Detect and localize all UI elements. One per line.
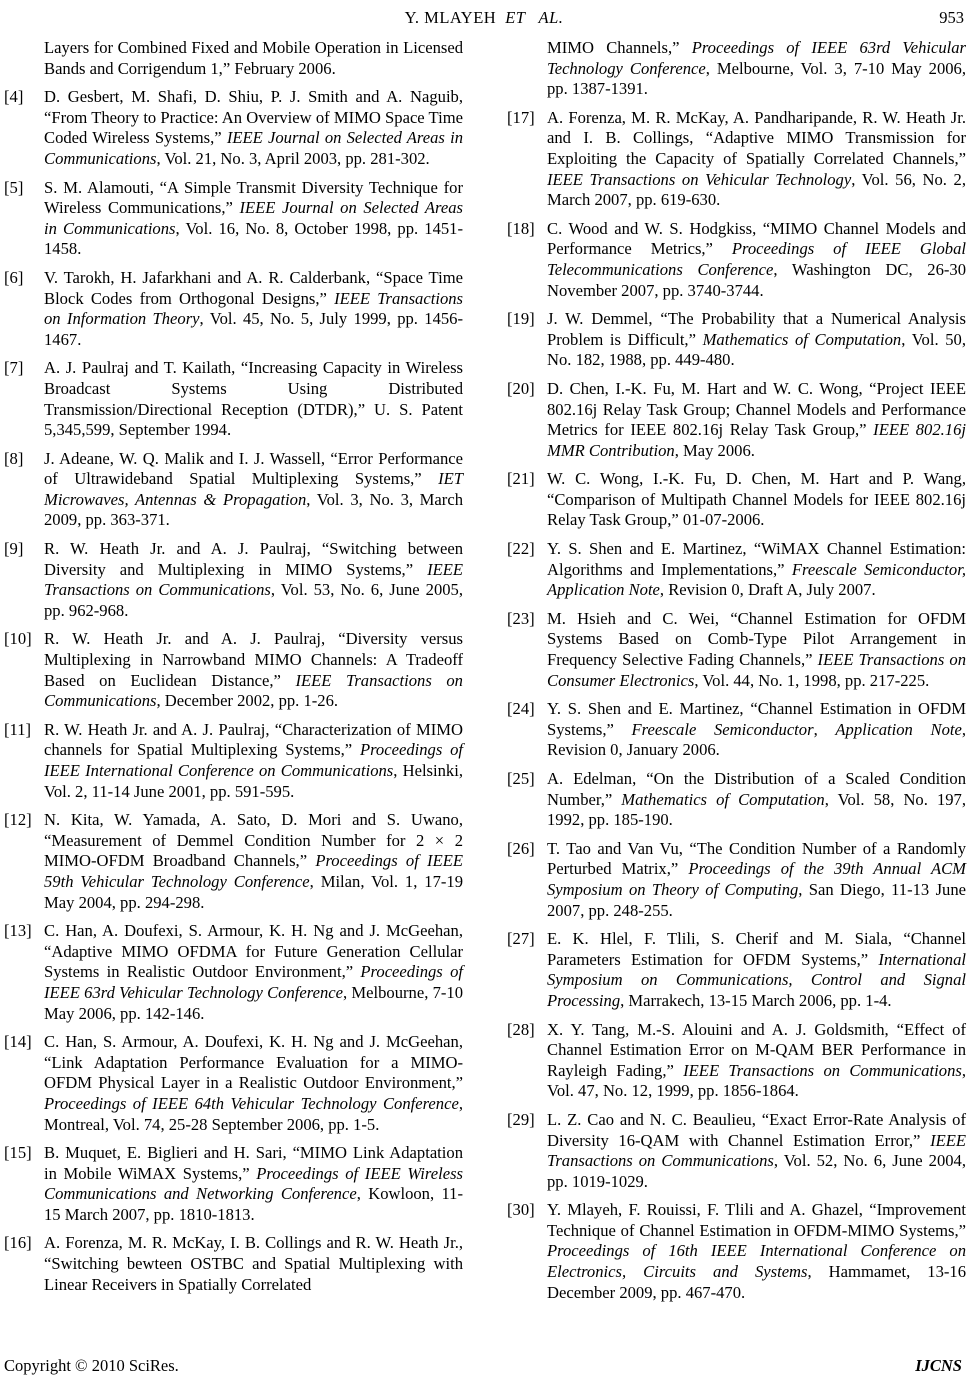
reference-plain-text: , December 2002, pp. 1-26. bbox=[156, 691, 339, 711]
reference-item bbox=[4, 921, 463, 1024]
reference-item bbox=[507, 219, 966, 301]
reference-plain-text: Layers for Combined Fixed and Mobile Operation in Licensed Bands and Corrigendum 1,” February 2006. bbox=[44, 38, 463, 78]
reference-number: [21] bbox=[507, 469, 535, 489]
reference-text bbox=[44, 87, 463, 168]
reference-item bbox=[507, 1110, 966, 1192]
reference-plain-text: E. K. Hlel, F. Tlili, S. Cherif and M. Siala, “Channel Parameters Estimation for OFDM Systems,” bbox=[547, 929, 966, 969]
page-header bbox=[4, 8, 964, 30]
reference-plain-text: , Vol. 21, No. 3, April 2003, pp. 281-302. bbox=[156, 148, 430, 168]
reference-plain-text: C. Han, S. Armour, A. Doufexi, K. H. Ng and J. McGeehan, “Link Adaptation Performance Evaluation for a MIMO-OFDM Physical Layer in a Realistic Outdoor Environment,” bbox=[44, 1032, 463, 1093]
reference-plain-text: , May 2006. bbox=[674, 440, 755, 460]
references-column-right bbox=[507, 38, 966, 1311]
reference-text bbox=[547, 539, 966, 599]
reference-number: [26] bbox=[507, 838, 535, 858]
reference-plain-text: , Vol. 58, No. 197, 1992, pp. 185-190. bbox=[547, 789, 966, 830]
reference-item bbox=[4, 810, 463, 913]
reference-plain-text: , Revision 0, Draft A, July 2007. bbox=[659, 580, 876, 600]
reference-number: [11] bbox=[4, 719, 32, 739]
reference-item bbox=[4, 268, 463, 350]
reference-plain-text: R. W. Heath Jr. and A. J. Paulraj, “Switching between Diversity and Multiplexing in MIMO Systems,” bbox=[44, 539, 463, 579]
reference-number: [17] bbox=[507, 107, 535, 127]
reference-plain-text: Y. S. Shen and E. Martinez, “Channel Estimation in OFDM Systems,” bbox=[547, 699, 966, 739]
reference-continuation bbox=[4, 38, 463, 79]
reference-venue: Application Note bbox=[835, 719, 962, 739]
reference-venue: Proceedings of IEEE Wireless Communications and Networking Conference bbox=[44, 1163, 463, 1204]
reference-text bbox=[44, 921, 463, 1022]
reference-item bbox=[507, 539, 966, 601]
reference-plain-text: , Vol. 52, No. 6, June 2004, pp. 1019-1029. bbox=[547, 1151, 966, 1191]
reference-plain-text: , Melbourne, Vol. 3, 7-10 May 2006, pp. 1387-1391. bbox=[547, 58, 966, 99]
reference-plain-text: , Vol. 3, No. 3, March 2009, pp. 363-371. bbox=[44, 489, 463, 530]
reference-number: [19] bbox=[507, 309, 535, 329]
reference-text bbox=[44, 358, 463, 439]
running-title bbox=[4, 8, 964, 28]
reference-text bbox=[44, 1143, 463, 1224]
reference-number: [7] bbox=[4, 358, 24, 378]
reference-plain-text: , Vol. 45, No. 5, July 1999, pp. 1456-1467. bbox=[44, 309, 463, 349]
reference-text bbox=[547, 108, 966, 209]
running-title-et-al: ET AL. bbox=[505, 8, 564, 27]
reference-item bbox=[4, 358, 463, 440]
reference-number: [12] bbox=[4, 810, 32, 830]
reference-plain-text: , Vol. 44, No. 1, 1998, pp. 217-225. bbox=[694, 670, 930, 690]
reference-item bbox=[507, 1200, 966, 1303]
reference-number: [29] bbox=[507, 1109, 535, 1129]
reference-number: [15] bbox=[4, 1143, 32, 1163]
reference-venue: Mathematics of Computation bbox=[702, 329, 902, 349]
reference-plain-text: A. J. Paulraj and T. Kailath, “Increasing Capacity in Wireless Broadcast Systems Using Distributed Transmission/Directional Reception (DTDR),” U. S. Patent 5,345,599, September 1994. bbox=[44, 358, 463, 440]
reference-plain-text: , Montreal, Vol. 74, 25-28 September 2006, pp. 1-5. bbox=[44, 1093, 463, 1134]
reference-plain-text: , Washington DC, 26-30 November 2007, pp. 3740-3744. bbox=[547, 259, 966, 300]
reference-text bbox=[44, 810, 463, 911]
reference-item bbox=[4, 178, 463, 260]
reference-number: [25] bbox=[507, 769, 535, 788]
reference-text bbox=[547, 1110, 966, 1191]
reference-plain-text: X. Y. Tang, M.-S. Alouini and A. J. Goldsmith, “Effect of Channel Estimation Error on M-QAM BER Performance in Rayleigh Fading,” bbox=[547, 1019, 966, 1080]
reference-number: [22] bbox=[507, 539, 535, 559]
reference-venue: IEEE Transactions on Information Theory bbox=[44, 288, 463, 329]
references-column-left bbox=[4, 38, 463, 1311]
reference-item bbox=[507, 1020, 966, 1102]
reference-number: [8] bbox=[4, 448, 24, 468]
reference-venue: IEEE Journal on Selected Areas in Communications bbox=[44, 128, 463, 168]
reference-venue: IEEE Transactions on Consumer Electronics bbox=[547, 650, 966, 690]
reference-plain-text: A. Forenza, M. R. McKay, I. B. Collings and R. W. Heath Jr., “Switching bewteen OSTBC and Spatial Multiplexing with Linear Receivers in Spatially Correlated bbox=[44, 1233, 463, 1294]
reference-item bbox=[507, 769, 966, 831]
reference-venue: IEEE Journal on Selected Areas in Communications bbox=[44, 198, 463, 238]
reference-number: [9] bbox=[4, 539, 24, 559]
running-title-authors: Y. MLAYEH bbox=[404, 8, 497, 27]
reference-number: [27] bbox=[507, 929, 535, 949]
reference-number: [6] bbox=[4, 267, 24, 287]
reference-text bbox=[547, 219, 966, 300]
reference-plain-text: C. Han, A. Doufexi, S. Armour, K. H. Ng and J. McGeehan, “Adaptive MIMO OFDMA for Future Generation Cellular Systems in Realistic Outdoor Environment,” bbox=[44, 921, 463, 982]
reference-number: [5] bbox=[4, 177, 24, 197]
reference-plain-text: , Kowloon, 11-15 March 2007, pp. 1810-1813. bbox=[44, 1184, 463, 1224]
reference-item bbox=[507, 699, 966, 761]
reference-venue: Freescale Semiconductor bbox=[631, 719, 814, 739]
reference-text bbox=[547, 469, 966, 529]
reference-item bbox=[4, 449, 463, 531]
reference-venue: Proceedings of IEEE International Conference on Communications bbox=[44, 740, 463, 780]
reference-venue: Proceedings of IEEE 59th Vehicular Technology Conference bbox=[44, 851, 463, 891]
reference-plain-text: R. W. Heath Jr. and A. J. Paulraj, “Diversity versus Multiplexing in Narrowband MIMO Channels: A Tradeoff Based on Euclidean Distance,” bbox=[44, 629, 463, 690]
reference-plain-text: A. Forenza, M. R. McKay, A. Pandharipande, R. W. Heath Jr. and I. B. Collings, “Adaptive MIMO Transmission for Exploiting the Capacity of Spatially Correlated Channels,” bbox=[547, 107, 966, 168]
reference-number: [10] bbox=[4, 629, 32, 649]
reference-text bbox=[547, 839, 966, 920]
reference-item bbox=[4, 720, 463, 802]
references-content bbox=[4, 38, 966, 1311]
reference-plain-text: , Hammamet, 13-16 December 2009, pp. 467-470. bbox=[547, 1262, 966, 1302]
reference-text bbox=[547, 309, 966, 369]
reference-number: [30] bbox=[507, 1200, 535, 1220]
reference-item bbox=[4, 539, 463, 621]
reference-venue: IEEE Transactions on Vehicular Technology bbox=[547, 169, 852, 189]
reference-number: [20] bbox=[507, 378, 535, 398]
reference-plain-text: , Vol. 53, No. 6, June 2005, pp. 962-968. bbox=[44, 580, 463, 620]
reference-plain-text: B. Muquet, E. Biglieri and H. Sari, “MIMO Link Adaptation in Mobile WiMAX Systems,” bbox=[44, 1143, 463, 1183]
reference-text bbox=[547, 1020, 966, 1101]
reference-plain-text: S. M. Alamouti, “A Simple Transmit Diversity Technique for Wireless Communications,” bbox=[44, 177, 463, 218]
reference-text bbox=[547, 38, 966, 98]
reference-plain-text: T. Tao and Van Vu, “The Condition Number of a Randomly Perturbed Matrix,” bbox=[547, 838, 966, 879]
reference-venue: IEEE Transactions on Communications bbox=[683, 1060, 962, 1080]
reference-venue: Proceedings of 16th IEEE International Conference on Electronics, Circuits and Systems bbox=[547, 1241, 966, 1282]
copyright-notice: Copyright © 2010 SciRes. bbox=[4, 1356, 179, 1375]
reference-number: [14] bbox=[4, 1032, 32, 1052]
reference-number: [28] bbox=[507, 1019, 535, 1039]
reference-text bbox=[44, 539, 463, 620]
page-number: 953 bbox=[939, 8, 964, 27]
reference-venue: Proceedings of IEEE 63rd Vehicular Technology Conference bbox=[547, 38, 967, 78]
reference-plain-text: W. C. Wong, I.-K. Fu, D. Chen, M. Hart and P. Wang, “Comparison of Multipath Channel Models for IEEE 802.16j Relay Task Group,” 01-07-2006. bbox=[547, 469, 966, 530]
reference-item bbox=[4, 629, 463, 711]
reference-plain-text: , Milan, Vol. 1, 17-19 May 2004, pp. 294-298. bbox=[44, 871, 463, 912]
reference-number: [4] bbox=[4, 87, 24, 107]
reference-number: [13] bbox=[4, 921, 32, 941]
reference-plain-text: , Vol. 16, No. 8, October 1998, pp. 1451-1458. bbox=[44, 218, 463, 259]
reference-item bbox=[507, 309, 966, 371]
reference-plain-text: Y. S. Shen and E. Martinez, “WiMAX Channel Estimation: Algorithms and Implementations,” bbox=[547, 539, 966, 579]
journal-abbreviation: IJCNS bbox=[915, 1356, 962, 1375]
reference-venue: Proceedings of IEEE 64th Vehicular Technology Conference bbox=[44, 1093, 459, 1113]
reference-number: [23] bbox=[507, 608, 535, 628]
reference-plain-text: C. Wood and W. S. Hodgkiss, “MIMO Channel Models and Performance Metrics,” bbox=[547, 218, 966, 259]
reference-item bbox=[507, 469, 966, 531]
reference-plain-text: Y. Mlayeh, F. Rouissi, F. Tlili and A. Ghazel, “Improvement Technique of Channel Estimation in OFDM-MIMO Systems,” bbox=[547, 1200, 966, 1240]
reference-plain-text: , Marrakech, 13-15 March 2006, pp. 1-4. bbox=[620, 990, 892, 1010]
reference-text bbox=[547, 609, 966, 690]
reference-plain-text: , bbox=[813, 719, 836, 739]
reference-text bbox=[44, 268, 463, 349]
reference-number: [16] bbox=[4, 1233, 32, 1253]
reference-plain-text: , Vol. 56, No. 2, March 2007, pp. 619-630. bbox=[547, 169, 966, 210]
reference-text bbox=[44, 720, 463, 801]
reference-plain-text: , Helsinki, Vol. 2, 11-14 June 2001, pp. 591-595. bbox=[44, 761, 463, 801]
reference-venue: Proceedings of IEEE Global Telecommunications Conference bbox=[547, 239, 966, 279]
reference-plain-text: MIMO Channels,” bbox=[547, 38, 692, 57]
reference-venue: Proceedings of the 39th Annual ACM Symposium on Theory of Computing bbox=[547, 859, 966, 899]
reference-plain-text: D. Gesbert, M. Shafi, D. Shiu, P. J. Smith and A. Naguib, “From Theory to Practice: An Overview of MIMO Space Time Coded Wireless Systems,” bbox=[44, 87, 463, 148]
reference-item bbox=[507, 379, 966, 461]
reference-text bbox=[547, 769, 966, 829]
reference-plain-text: , Vol. 50, No. 182, 1988, pp. 449-480. bbox=[547, 329, 966, 370]
reference-item bbox=[507, 108, 966, 211]
reference-venue: IEEE Transactions on Communications bbox=[547, 1130, 966, 1171]
reference-plain-text: M. Hsieh and C. Wei, “Channel Estimation for OFDM Systems Based on Comb-Type Pilot Arrangement in Frequency Selective Fading Channels,” bbox=[547, 608, 966, 670]
reference-plain-text: L. Z. Cao and N. C. Beaulieu, “Exact Error-Rate Analysis of Diversity 16-QAM with Channel Estimation Error,” bbox=[547, 1109, 966, 1150]
reference-text bbox=[547, 379, 966, 460]
reference-number: [24] bbox=[507, 699, 535, 719]
reference-text bbox=[44, 1032, 463, 1133]
reference-plain-text: , Melbourne, 7-10 May 2006, pp. 142-146. bbox=[44, 982, 464, 1023]
reference-plain-text: A. Edelman, “On the Distribution of a Scaled Condition Number,” bbox=[547, 769, 966, 809]
reference-item bbox=[4, 1143, 463, 1225]
reference-text bbox=[547, 699, 966, 759]
reference-text bbox=[44, 1233, 463, 1293]
reference-item bbox=[507, 929, 966, 1011]
reference-plain-text: , San Diego, 11-13 June 2007, pp. 248-255. bbox=[547, 879, 966, 920]
reference-plain-text: V. Tarokh, H. Jafarkhani and A. R. Calderbank, “Space Time Block Codes from Orthogonal Designs,” bbox=[44, 267, 463, 308]
reference-plain-text: D. Chen, I.-K. Fu, M. Hart and W. C. Wong, “Project IEEE 802.16j Relay Task Group; Channel Models and Performance Metrics for IEEE 802.16j Relay Task Group,” bbox=[547, 378, 966, 440]
page-footer bbox=[4, 1356, 964, 1378]
reference-venue: Mathematics of Computation bbox=[621, 789, 825, 809]
reference-item bbox=[4, 87, 463, 169]
reference-plain-text: N. Kita, W. Yamada, A. Sato, D. Mori and S. Uwano, “Measurement of Demmel Condition Number for 2 × 2 MIMO-OFDM Broadband Channels,” bbox=[44, 810, 463, 871]
reference-number: [18] bbox=[507, 218, 535, 238]
reference-text bbox=[547, 929, 966, 1010]
reference-venue: International Symposium on Communications, Control and Signal Processing bbox=[547, 949, 966, 1010]
reference-item bbox=[4, 1233, 463, 1295]
reference-venue: IEEE Transactions on Communications bbox=[44, 670, 463, 711]
reference-plain-text: , Vol. 47, No. 12, 1999, pp. 1856-1864. bbox=[547, 1060, 966, 1101]
reference-text bbox=[44, 449, 463, 530]
reference-plain-text: J. W. Demmel, “The Probability that a Numerical Analysis Problem is Difficult,” bbox=[547, 309, 966, 349]
reference-text bbox=[44, 629, 463, 710]
reference-text bbox=[44, 38, 463, 78]
reference-venue: IEEE 802.16j MMR Contribution bbox=[547, 420, 966, 460]
reference-plain-text: , Revision 0, January 2006. bbox=[547, 719, 966, 760]
reference-venue: Freescale Semiconductor, Application Note bbox=[547, 559, 966, 600]
reference-text bbox=[547, 1200, 966, 1301]
reference-venue: Proceedings of IEEE 63rd Vehicular Technology Conference bbox=[44, 962, 463, 1002]
reference-text bbox=[44, 178, 463, 259]
reference-venue: IEEE Transactions on Communications bbox=[44, 559, 463, 600]
reference-item bbox=[507, 839, 966, 921]
reference-plain-text: R. W. Heath Jr. and A. J. Paulraj, “Characterization of MIMO channels for Spatial Multiplexing Systems,” bbox=[44, 719, 463, 760]
reference-item bbox=[507, 609, 966, 691]
reference-plain-text: J. Adeane, W. Q. Malik and I. J. Wassell, “Error Performance of Ultrawideband Spatial Multiplexing Systems,” bbox=[44, 448, 463, 489]
reference-venue: IET Microwaves, Antennas & Propagation bbox=[44, 469, 463, 509]
reference-continuation bbox=[507, 38, 966, 100]
reference-item bbox=[4, 1032, 463, 1135]
